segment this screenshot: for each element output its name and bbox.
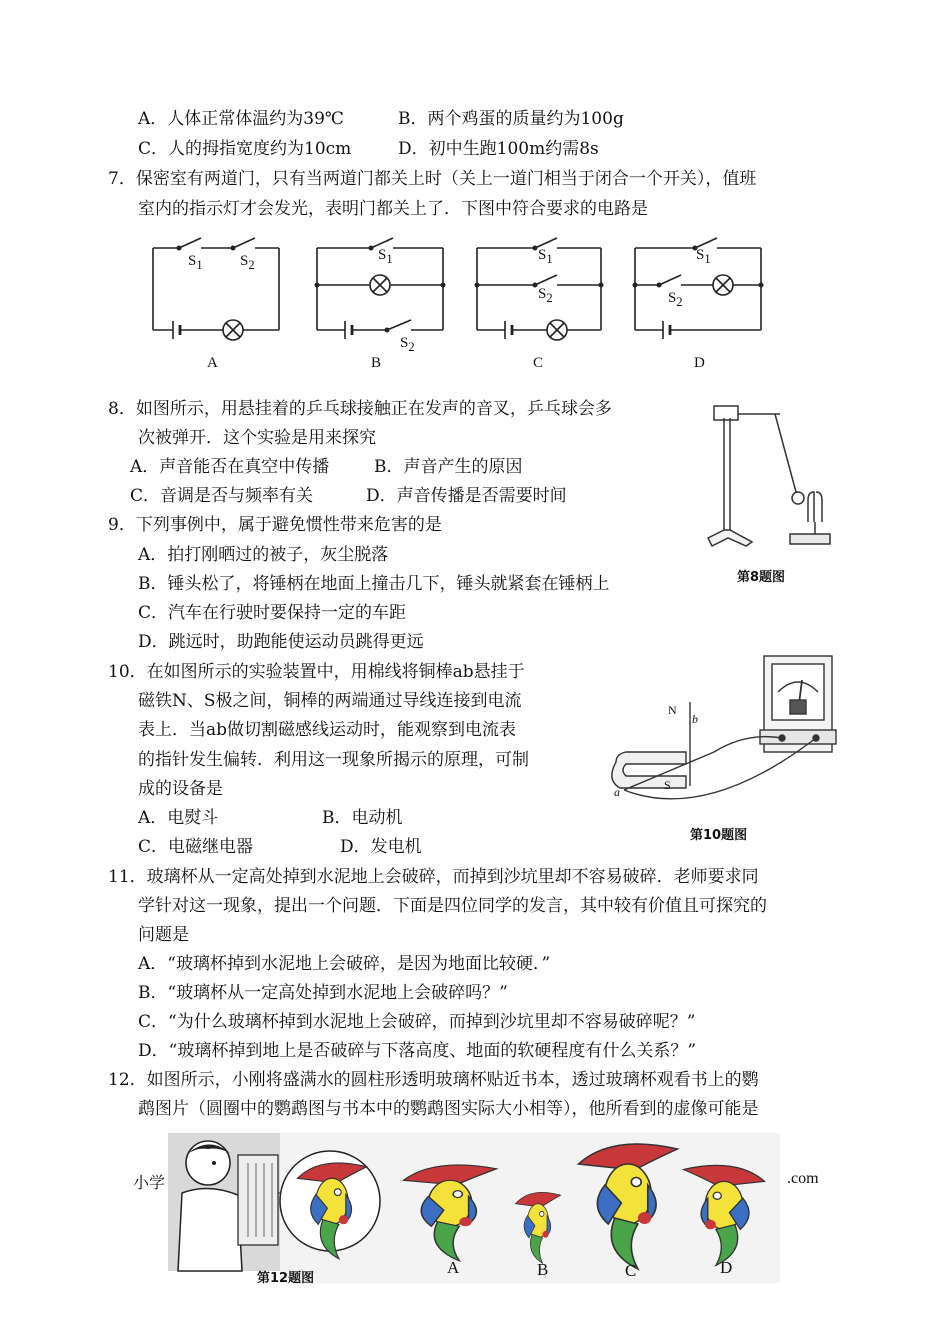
q8-tuning-fork-figure: [700, 400, 835, 565]
circuit-d-s2-label: $S_2$: [668, 290, 683, 309]
q8-option-a: A．声音能否在真空中传播: [130, 457, 330, 477]
q7-stem-line2: 室内的指示灯才会发光，表明门都关上了．下图中符合要求的电路是: [138, 199, 648, 219]
circuit-d-s1-label: $S_1$: [696, 247, 711, 266]
q10-stem-line2: 磁铁N、S极之间，铜棒的两端通过导线连接到电流: [138, 691, 522, 711]
q6-option-d: D．初中生跑100m约需8s: [398, 139, 599, 159]
q8-option-c: C．音调是否与频率有关: [130, 486, 314, 506]
q11-stem-line2: 学针对这一现象，提出一个问题．下面是四位同学的发言，其中较有价值且可探究的: [138, 896, 767, 916]
q12-label-c: C: [625, 1261, 637, 1280]
q9-option-c: C．汽车在行驶时要保持一定的车距: [138, 603, 407, 623]
q10-b-label: b: [692, 712, 698, 726]
q6-option-a: A．人体正常体温约为39℃: [138, 109, 344, 129]
q12-label-d: D: [720, 1258, 733, 1277]
q11-option-b: B．“玻璃杯从一定高处掉到水泥地上会破碎吗？”: [138, 983, 508, 1003]
circuit-d-label: D: [694, 355, 705, 371]
q12-figure-caption: 第12题图: [257, 1271, 315, 1286]
q11-stem-line3: 问题是: [138, 925, 189, 945]
q10-option-c: C．电磁继电器: [138, 837, 254, 857]
q7-stem-line1: 7．保密室有两道门，只有当两道门都关上时（关上一道门相当于闭合一个开关），值班: [108, 169, 757, 189]
q11-stem-line1: 11．玻璃杯从一定高处掉到水泥地上会破碎，而掉到沙坑里却不容易破碎．老师要求同: [108, 867, 759, 887]
q10-figure-caption: 第10题图: [690, 828, 748, 843]
circuit-b-s1-label: $S_1$: [378, 247, 393, 266]
q10-generator-figure: [606, 652, 846, 822]
q6-option-c: C．人的拇指宽度约为10cm: [138, 139, 352, 159]
q8-stem-line1: 8．如图所示，用悬挂着的乒乓球接触正在发声的音叉，乒乓球会多: [108, 399, 612, 419]
q10-n-label: N: [668, 703, 677, 717]
circuit-a: [153, 238, 279, 340]
q10-stem-line4: 的指针发生偏转．利用这一现象所揭示的原理，可制: [138, 750, 529, 770]
q9-option-d: D．跳远时，助跑能使运动员跳得更远: [138, 632, 424, 652]
q12-stem-line1: 12．如图所示，小刚将盛满水的圆柱形透明玻璃杯贴近书本，透过玻璃杯观看书上的鹦: [108, 1070, 759, 1090]
q10-stem-line1: 10．在如图所示的实验装置中，用棉线将铜棒ab悬挂于: [108, 662, 525, 682]
q9-stem: 9．下列事例中，属于避免惯性带来危害的是: [108, 515, 442, 535]
circuit-a-label: A: [207, 355, 218, 371]
q8-option-d: D．声音传播是否需要时间: [366, 486, 567, 506]
q10-stem-line3: 表上．当ab做切割磁感线运动时，能观察到电流表: [138, 720, 517, 740]
circuit-c-s2-label: $S_2$: [538, 286, 553, 305]
q10-a-label: a: [614, 785, 620, 799]
q12-stem-line2: 鹉图片（圆圈中的鹦鹉图与书本中的鹦鹉图实际大小相等），他所看到的虚像可能是: [138, 1099, 759, 1119]
q12-label-a: A: [447, 1258, 460, 1277]
q8-figure-caption: 第8题图: [737, 570, 786, 585]
q10-option-b: B．电动机: [322, 808, 403, 828]
q12-parrot-figure: [168, 1133, 780, 1283]
q10-s-label: S: [664, 778, 671, 792]
circuit-c-s1-label: $S_1$: [538, 247, 553, 266]
circuit-a-s1-label: $S_1$: [188, 253, 203, 272]
q10-option-a: A．电熨斗: [138, 808, 219, 828]
q11-option-c: C．“为什么玻璃杯掉到水泥地上会破碎，而掉到沙坑里却不容易破碎呢？”: [138, 1012, 696, 1032]
q9-option-a: A．拍打刚晒过的被子，灰尘脱落: [138, 545, 389, 565]
q11-option-a: A．“玻璃杯掉到水泥地上会破碎，是因为地面比较硬．”: [138, 954, 551, 974]
q10-stem-line5: 成的设备是: [138, 779, 223, 799]
circuit-a-s2-label: $S_2$: [240, 253, 255, 272]
q11-option-d: D．“玻璃杯掉到地上是否破碎与下落高度、地面的软硬程度有什么关系？”: [138, 1041, 697, 1061]
circuit-c-label: C: [533, 355, 544, 371]
q12-label-b: B: [537, 1260, 549, 1279]
q10-option-d: D．发电机: [340, 837, 422, 857]
circuit-b-s2-label: $S_2$: [400, 335, 415, 354]
q9-option-b: B．锤头松了，将锤柄在地面上撞击几下，锤头就紧套在锤柄上: [138, 574, 610, 594]
circuit-b-label: B: [371, 355, 382, 371]
q8-option-b: B．声音产生的原因: [374, 457, 523, 477]
q8-stem-line2: 次被弹开．这个实验是用来探究: [138, 428, 376, 448]
q6-option-b: B．两个鸡蛋的质量约为100g: [398, 109, 624, 129]
watermark-left: 小学: [133, 1175, 166, 1192]
watermark-right: .com: [787, 1170, 819, 1187]
